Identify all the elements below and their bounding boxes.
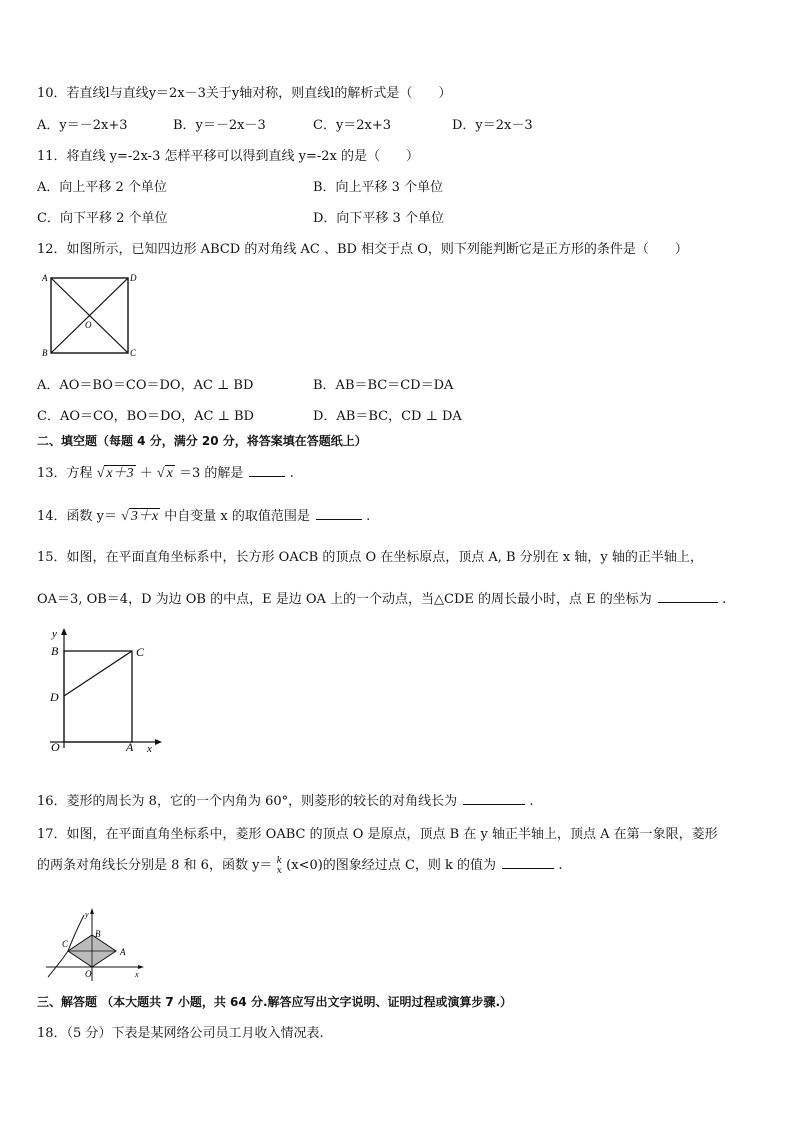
q12-option-a: A．AO＝BO＝CO＝DO，AC ⊥ BD: [37, 378, 254, 393]
q15-label-d: D: [50, 690, 59, 704]
q13-answer-blank: [249, 475, 285, 477]
q12-stem: 12．如图所示，已知四边形 ABCD 的对角线 AC 、BD 相交于点 O，则下列能判断它是正方形的条件是（ ）: [37, 242, 688, 257]
q17-end: .: [558, 858, 563, 873]
q16: [37, 790, 534, 809]
q11-stem: 11．将直线 y=-2x-3 怎样平移可以得到直线 y=-2x 的是（ ）: [37, 149, 419, 164]
q12-label-a: A: [42, 273, 48, 283]
q13: 13．方程 √ x＋3 ＋ √ x ＝3 的解是 .: [37, 466, 294, 481]
q17-fraction: [277, 856, 282, 876]
q17-line-2b: (x<0)的图象经过点 C，则 k 的值为: [286, 858, 497, 873]
q13-plus: ＋: [139, 466, 153, 481]
q15-label-b: B: [51, 644, 59, 658]
q17-frac-num: k: [276, 855, 283, 866]
q12-option-c: C．AO＝CO，BO＝DO，AC ⊥ BD: [37, 409, 254, 424]
q10-option-d: D．y＝2x－3: [452, 118, 533, 133]
q17-label-x: x: [135, 970, 139, 979]
q11-option-b: B．向上平移 3 个单位: [313, 180, 444, 195]
q10-option-b: B．y＝－2x－3: [173, 118, 266, 133]
q11-option-c: C．向下平移 2 个单位: [37, 211, 168, 226]
q15-line-2-text: OA＝3, OB＝4，D 为边 OB 的中点，E 是边 OA 上的一个动点，当△CDE 的周长最小时，点 E 的坐标为: [37, 592, 652, 607]
q12-label-b: B: [42, 348, 48, 358]
q15-coordinate-figure: [40, 622, 165, 757]
q15-line-2: [37, 588, 726, 607]
q14-end: .: [366, 509, 371, 524]
q13-radicand-2: x: [166, 466, 173, 481]
q17-rhombus-figure: [40, 905, 150, 983]
q17-line-1: 17．如图，在平面直角坐标系中，菱形 OABC 的顶点 O 是原点，顶点 B 在 y 轴正半轴上，顶点 A 在第一象限，菱形: [37, 827, 718, 842]
q12-label-d: D: [130, 273, 137, 283]
q18: 18．（5 分）下表是某网络公司员工月收入情况表.: [37, 1026, 324, 1041]
q13-end: .: [289, 466, 294, 481]
q15-label-c: C: [136, 645, 145, 659]
q12-label-o: O: [85, 320, 92, 330]
q12-label-c: C: [130, 348, 137, 358]
q14: 14．函数 y＝ √ 3＋x 中自变量 x 的取值范围是 .: [37, 509, 371, 524]
q14-suffix: 中自变量 x 的取值范围是: [164, 509, 310, 524]
q14-answer-blank: [316, 518, 362, 520]
q15-end: .: [722, 592, 727, 607]
q17-label-b: B: [95, 929, 101, 939]
q15-answer-blank: [658, 601, 718, 603]
q15-label-x: x: [147, 743, 152, 755]
q12-option-b: B．AB＝BC＝CD＝DA: [313, 378, 454, 393]
q15-label-o: O: [51, 740, 60, 754]
q16-answer-blank: [463, 803, 525, 805]
q12-square-figure: [38, 268, 148, 363]
q17-label-c: C: [62, 939, 69, 949]
q10-stem: 10．若直线l与直线y＝2x－3关于y轴对称，则直线l的解析式是（ ）: [37, 86, 452, 101]
q17-label-o: O: [85, 969, 92, 979]
q17-label-y: y: [85, 910, 89, 919]
q13-suffix: ＝3 的解是: [178, 466, 244, 481]
q12-option-d: D．AB＝BC，CD ⊥ DA: [313, 409, 462, 424]
q17-answer-blank: [502, 867, 554, 869]
q17-line-2a: 的两条对角线长分别是 8 和 6，函数 y＝: [37, 858, 273, 873]
q17-label-a: A: [120, 947, 126, 957]
q14-prefix: 14．函数 y＝: [37, 509, 118, 524]
q15-label-a: A: [126, 740, 134, 754]
q10-option-a: A．y＝－2x+3: [37, 118, 128, 133]
q15-line-1: 15．如图，在平面直角坐标系中，长方形 OACB 的顶点 O 在坐标原点，顶点 A, B 分别在 x 轴，y 轴的正半轴上，: [37, 550, 703, 565]
q10-option-c: C．y＝2x+3: [313, 118, 392, 133]
q17-line-2: [37, 854, 562, 876]
q14-radicand: 3＋x: [130, 509, 159, 524]
q13-radicand-1: x＋3: [106, 466, 134, 481]
q11-option-a: A．向上平移 2 个单位: [37, 180, 167, 195]
q15-label-y: y: [52, 628, 57, 640]
q16-end: .: [529, 794, 534, 809]
q17-frac-den: x: [276, 865, 282, 876]
section-3-heading: 三、解答题 （本大题共 7 小题，共 64 分.解答应写出文字说明、证明过程或演算步骤.）: [37, 995, 513, 1009]
section-2-heading: 二、填空题（每题 4 分，满分 20 分，将答案填在答题纸上）: [37, 434, 367, 448]
q11-option-d: D．向下平移 3 个单位: [313, 211, 444, 226]
q16-text: 16．菱形的周长为 8，它的一个内角为 60°，则菱形的较长的对角线长为: [37, 794, 458, 809]
q13-prefix: 13．方程: [37, 466, 93, 481]
